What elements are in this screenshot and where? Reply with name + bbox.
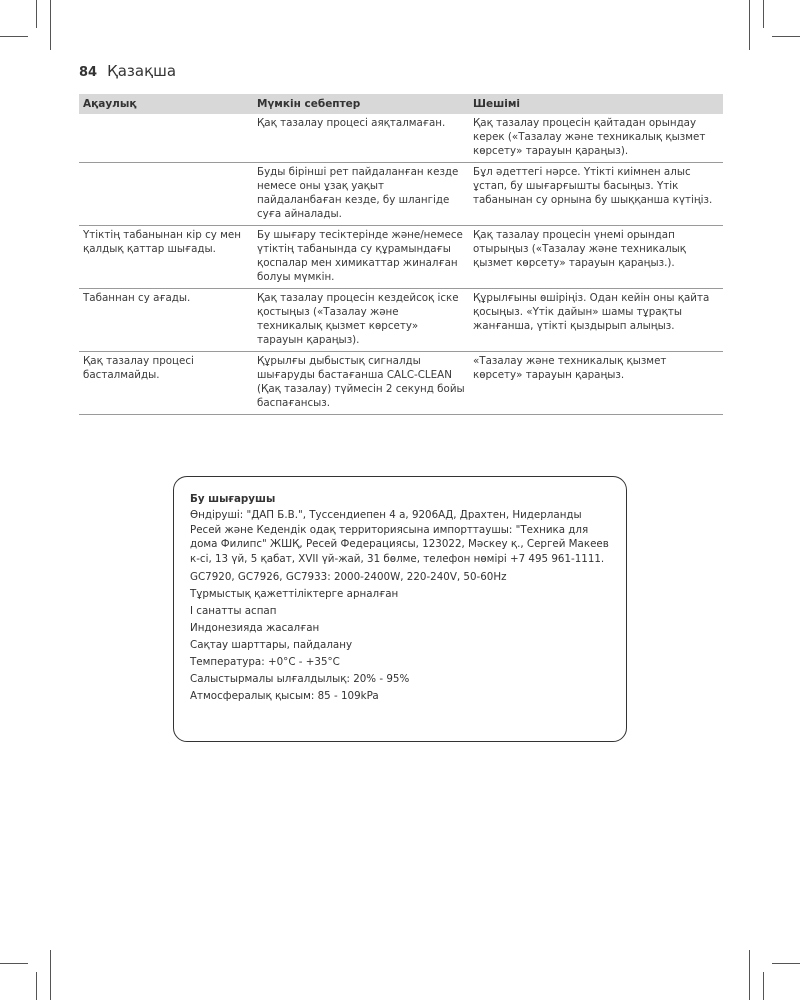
crop-mark [749, 0, 750, 50]
table-row [79, 114, 723, 163]
page-header [79, 62, 176, 80]
column-header-solution: Шешімі [469, 94, 723, 114]
solution-cell: Қақ тазалау процесін үнемі орындап отырыңыз («Тазалау және техникалық қызмет көрсету» тарауын қараңыз.). [469, 226, 723, 289]
crop-mark [763, 972, 764, 1000]
crop-mark [749, 950, 750, 1000]
crop-mark [772, 963, 800, 964]
crop-mark [772, 36, 800, 37]
class-text: I санатты аспап [190, 605, 277, 617]
info-title: Бу шығарушы [190, 493, 276, 505]
pressure-text: Атмосфералық қысым: 85 - 109kPa [190, 690, 379, 702]
language-title: Қазақша [107, 62, 177, 80]
cause-cell: Құрылғы дыбыстық сигналды шығаруды бастағанша CALC-CLEAN (Қақ тазалау) түймесін 2 секунд бойы баспағансыз. [253, 352, 469, 415]
column-header-cause: Мүмкін себептер [253, 94, 469, 114]
specs-text: GC7920, GC7926, GC7933: 2000-2400W, 220-240V, 50-60Hz [190, 571, 507, 583]
crop-mark [0, 963, 28, 964]
solution-cell: «Тазалау және техникалық қызмет көрсету» тарауын қараңыз. [469, 352, 723, 415]
cause-cell: Буды бірінші рет пайдаланған кезде немесе оны ұзақ уақыт пайдаланбаған кезде, бу шлангіде суға айналады. [253, 163, 469, 226]
cause-cell: Қақ тазалау процесі аяқталмаған. [253, 114, 469, 163]
cause-cell: Қақ тазалау процесін кездейсоқ іске қостыңыз («Тазалау және техникалық қызмет көрсету» тарауын қараңыз). [253, 289, 469, 352]
column-header-problem: Ақаулық [79, 94, 253, 114]
crop-mark [50, 0, 51, 50]
crop-mark [36, 0, 37, 28]
solution-cell: Бұл әдеттегі нәрсе. Үтікті киімнен алыс ұстап, бу шығарғышты басыңыз. Үтік табанынан су орнына бу шыққанша күтіңіз. [469, 163, 723, 226]
troubleshooting-table [79, 94, 723, 415]
crop-mark [36, 972, 37, 1000]
purpose-text: Тұрмыстық қажеттіліктерге арналған [190, 588, 399, 600]
manufacturer-text: Өндіруші: "ДАП Б.В.", Туссендиепен 4 a, 9206АД, Драхтен, Нидерланды [190, 509, 582, 521]
crop-mark [763, 0, 764, 28]
manufacturer-info-box [173, 476, 627, 742]
problem-cell: Үтіктің табанынан кір су мен қалдық қаттар шығады. [79, 226, 253, 289]
table-header-row [79, 94, 723, 114]
cause-cell: Бу шығару тесіктерінде және/немесе үтіктің табанында су құрамындағы қоспалар мен химикаттар жиналған болуы мүмкін. [253, 226, 469, 289]
origin-text: Индонезияда жасалған [190, 622, 320, 634]
table-row [79, 163, 723, 226]
humidity-text: Салыстырмалы ылғалдылық: 20% - 95% [190, 673, 410, 685]
table-row [79, 352, 723, 415]
problem-cell: Қақ тазалау процесі басталмайды. [79, 352, 253, 415]
temperature-text: Температура: +0°C - +35°C [190, 656, 340, 668]
storage-text: Сақтау шарттары, пайдалану [190, 639, 353, 651]
problem-cell [79, 114, 253, 163]
table-row [79, 226, 723, 289]
table-row [79, 289, 723, 352]
problem-cell [79, 163, 253, 226]
crop-mark [0, 36, 28, 37]
problem-cell: Табаннан су ағады. [79, 289, 253, 352]
importer-text: Ресей және Кедендік одақ территориясына импорттаушы: "Техника для дома Филипс" ЖШҚ, Ресей Федерациясы, 123022, Мәскеу қ., Сергей Макеев к-сі, 13 үй, 5 қабат, XVII үй-жай, 31 бөлме, телефон нөмірі +7 495 961-1111. [190, 523, 609, 565]
crop-mark [50, 950, 51, 1000]
solution-cell: Қақ тазалау процесін қайтадан орындау керек («Тазалау және техникалық қызмет көрсету» тарауын қараңыз). [469, 114, 723, 163]
page-number: 84 [79, 65, 98, 80]
solution-cell: Құрылғыны өшіріңіз. Одан кейін оны қайта қосыңыз. «Үтік дайын» шамы тұрақты жанғанша, үтікті қыздырып алыңыз. [469, 289, 723, 352]
